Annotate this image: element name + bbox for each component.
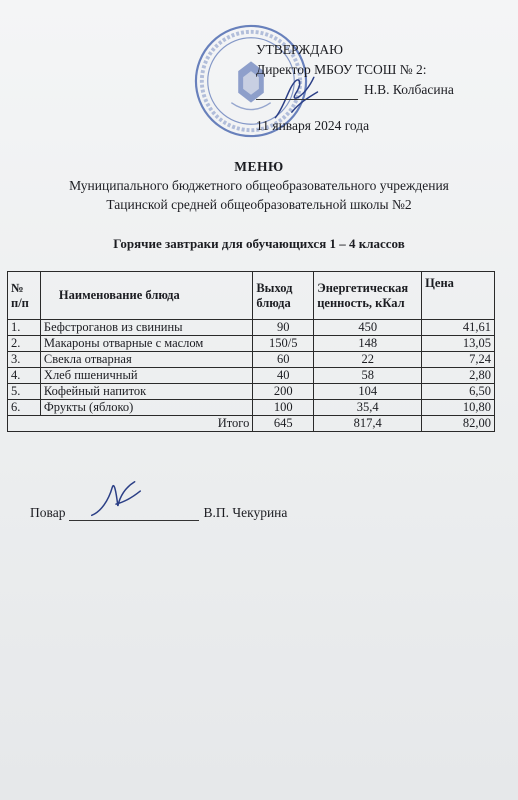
row-price: 13,05 <box>422 336 495 352</box>
row-price: 41,61 <box>422 320 495 336</box>
total-row <box>8 416 495 432</box>
row-price: 7,24 <box>422 352 495 368</box>
total-yield: 645 <box>253 416 314 432</box>
row-yield: 60 <box>253 352 314 368</box>
row-number: 3. <box>8 352 41 368</box>
table-row <box>8 320 495 336</box>
row-energy: 104 <box>314 384 422 400</box>
approval-date: 11 января 2024 года <box>256 118 370 133</box>
header-yield: Выход блюда <box>253 272 314 320</box>
row-number: 2. <box>8 336 41 352</box>
total-energy: 817,4 <box>314 416 422 432</box>
row-price: 6,50 <box>422 384 495 400</box>
row-dish: Кофейный напиток <box>40 384 252 400</box>
cook-name: В.П. Чекурина <box>203 505 288 520</box>
table-header-row <box>8 272 495 320</box>
approval-heading: УТВЕРЖДАЮ <box>256 42 344 57</box>
row-yield: 200 <box>253 384 314 400</box>
row-yield: 40 <box>253 368 314 384</box>
row-yield: 90 <box>253 320 314 336</box>
row-dish: Хлеб пшеничный <box>40 368 252 384</box>
cook-signature-line <box>30 505 287 521</box>
cook-role: Повар <box>30 505 66 520</box>
document-title: МЕНЮ <box>234 159 284 174</box>
row-energy: 450 <box>314 320 422 336</box>
row-dish: Бефстроганов из свинины <box>40 320 252 336</box>
cook-signature-blank <box>69 506 199 521</box>
row-energy: 22 <box>314 352 422 368</box>
total-label: Итого <box>8 416 253 432</box>
table-row <box>8 368 495 384</box>
menu-table <box>7 271 495 432</box>
approval-position: Директор МБОУ ТСОШ № 2: <box>256 62 427 77</box>
row-number: 6. <box>8 400 41 416</box>
header-dish: Наименование блюда <box>40 272 252 320</box>
total-price: 82,00 <box>422 416 495 432</box>
row-price: 10,80 <box>422 400 495 416</box>
org-line-1: Муниципального бюджетного общеобразовательного учреждения <box>69 178 449 193</box>
table-row <box>8 384 495 400</box>
row-number: 5. <box>8 384 41 400</box>
table-row <box>8 336 495 352</box>
header-energy: Энергетическая ценность, кКал <box>314 272 422 320</box>
header-number: № п/п <box>8 272 41 320</box>
row-number: 1. <box>8 320 41 336</box>
row-dish: Свекла отварная <box>40 352 252 368</box>
row-energy: 58 <box>314 368 422 384</box>
org-line-2: Тацинской средней общеобразовательной школы №2 <box>106 197 412 212</box>
row-dish: Фрукты (яблоко) <box>40 400 252 416</box>
table-row <box>8 352 495 368</box>
approval-signature-line <box>256 80 496 100</box>
title-block <box>0 157 518 214</box>
header-price: Цена <box>422 272 495 320</box>
row-energy: 35,4 <box>314 400 422 416</box>
row-number: 4. <box>8 368 41 384</box>
row-yield: 150/5 <box>253 336 314 352</box>
table-row <box>8 400 495 416</box>
menu-subtitle: Горячие завтраки для обучающихся 1 – 4 классов <box>113 236 405 251</box>
row-yield: 100 <box>253 400 314 416</box>
approval-block <box>256 40 496 136</box>
row-energy: 148 <box>314 336 422 352</box>
approval-signer: Н.В. Колбасина <box>364 82 454 97</box>
row-price: 2,80 <box>422 368 495 384</box>
signature-blank <box>256 85 358 100</box>
row-dish: Макароны отварные с маслом <box>40 336 252 352</box>
